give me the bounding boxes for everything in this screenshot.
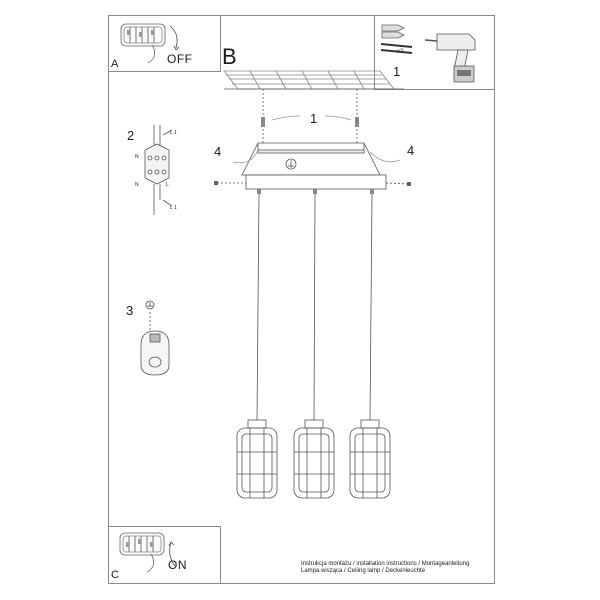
panel-c-letter: C: [111, 569, 119, 581]
wire-label-n-top: N: [135, 154, 139, 160]
fuse-box-off-icon: [121, 24, 179, 63]
panel-b-letter: B: [222, 44, 237, 69]
ceiling-canopy: [214, 143, 411, 194]
screw-and-anchor-icon: [381, 25, 412, 53]
wire-label-l1-bottom: L 1: [170, 205, 177, 211]
cage-lampshade-right: [350, 420, 390, 498]
terminal-block-icon: [145, 125, 172, 215]
callout-1-anchors: 1: [310, 111, 318, 126]
cage-lampshade-left: [237, 420, 277, 498]
mounting-screws: [261, 89, 359, 143]
panel-a-letter: A: [111, 58, 119, 70]
caption-lamp-type: Lampa wisząca / Ceiling lamp / Deckenleuchte: [301, 568, 426, 574]
callout-3-ground: 3: [126, 303, 134, 318]
drill-icon: [425, 34, 475, 82]
callout-1-tools: 1: [393, 64, 401, 79]
ceiling-hatch: [224, 71, 404, 89]
callout-4-left: 4: [214, 144, 222, 159]
fuse-box-on-icon: [120, 533, 175, 572]
switch-on-label: ON: [168, 558, 187, 572]
switch-off-label: OFF: [167, 52, 193, 66]
wire-label-l-bottom: L: [166, 182, 169, 188]
cage-lampshade-middle: [294, 420, 334, 498]
callout-4-right: 4: [407, 143, 415, 158]
wire-label-l1-top: L 1: [170, 130, 177, 136]
anchor-count-label: x2: [397, 49, 404, 55]
pendant-cables: [257, 194, 372, 420]
callout-2-wiring: 2: [127, 128, 135, 143]
caption-instructions: Instrukcja montażu / installation instructions / Montageanleitung: [301, 561, 470, 567]
ground-terminal-icon: [141, 301, 169, 375]
wire-label-n-bottom: N: [135, 182, 139, 188]
